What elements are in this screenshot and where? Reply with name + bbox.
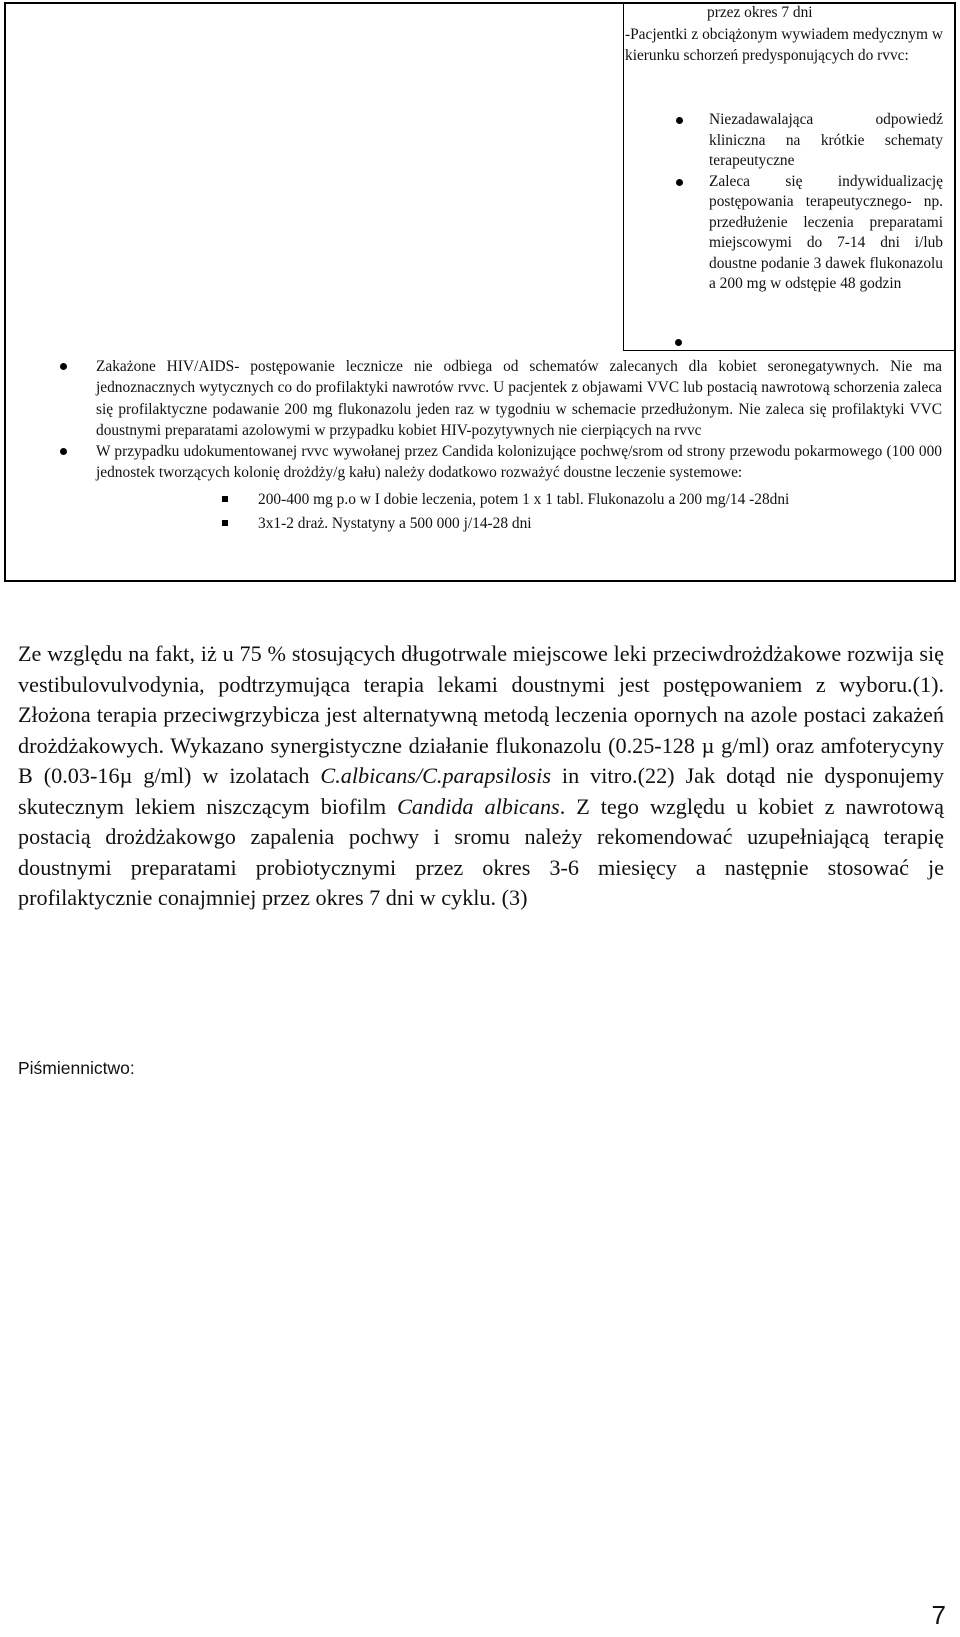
paragraph-text: in vitro.(22) Jak dotąd nie dysponujemy skutecznym lekiem niszczącym biofilm [18, 763, 944, 819]
body-paragraph [18, 639, 944, 914]
bullet-icon [60, 448, 67, 455]
full-width-cell [18, 356, 942, 536]
species-name: Candida albicans [397, 793, 560, 819]
bullet-icon [60, 363, 67, 370]
right-cell-bullets [625, 110, 943, 295]
page-number: 7 [931, 1600, 946, 1630]
full-bullet-item [18, 356, 942, 441]
right-bullet-item [625, 172, 943, 295]
bullet-icon [676, 117, 683, 124]
full-bullet-item [18, 441, 942, 484]
paragraph-text: . Z tego względu u kobiet z nawrotową postacią drożdżakowgo zapalenia pochwy i sromu należy rekomendować uzupełniającą terapię doustnymi preparatami probiotycznymi przez okres 3-6 miesięcy a następnie stosować je profilaktycznie conajmniej przez okres 7 dni w cyklu. (3) [18, 793, 944, 910]
full-bullet-text: W przypadku udokumentowanej rvvc wywołanej przez Candida kolonizujące pochwę/srom od strony przewodu pokarmowego (100 000 jednostek tworzących kolonię drożdży/g kału) należy dodatkowo rozważyć doustne leczenie systemowe: [96, 443, 942, 482]
dosage-item [18, 512, 942, 536]
dosage-text: 200-400 mg p.o w I dobie leczenia, potem 1 x 1 tabl. Flukonazolu a 200 mg/14 -28dni [258, 490, 790, 508]
species-name: C.albicans/C.parapsilosis [320, 763, 551, 788]
dosage-text: 3x1-2 draż. Nystatyny a 500 000 j/14-28 dni [258, 514, 532, 532]
square-bullet-icon [222, 520, 228, 526]
references-heading: Piśmiennictwo: [18, 1058, 135, 1078]
right-cell-intro [625, 2, 943, 67]
right-bullet-text: Niezadawalająca odpowiedź kliniczna na krótkie schematy terapeutyczne [709, 111, 943, 169]
row-divider [623, 350, 954, 351]
right-bullet-item [625, 110, 943, 172]
intro-line-2: -Pacjentki z obciążonym wywiadem medycznym w kierunku schorzeń predysponujących do rvvc: [625, 25, 943, 64]
right-bullet-text: Zaleca się indywidualizację postępowania terapeutycznego- np. przedłużenie leczenia preparatami miejscowymi do 7-14 dni i/lub doustne podanie 3 dawek flukonazolu a 200 mg w odstępie 48 godzin [709, 172, 943, 292]
square-bullet-icon [222, 496, 228, 502]
paragraph-text: Ze względu na fakt, iż u 75 % stosujących długotrwale miejscowe leki przeciwdrożdżakowe rozwija się vestibulovulvodynia, podtrzymująca terapia lekami doustnymi jest postępowaniem z wyboru.(1). Złożona terapia przeciwgrzybicza jest alternatywną metodą leczenia opornych na azole postaci zakażeń drożdżakowych. Wykazano synergistyczne działanie flukonazolu (0.25-128 µ g/ml) oraz amfoterycyny B (0.03-16µ g/ml) w izolatach [18, 641, 944, 788]
bullet-icon [675, 339, 682, 346]
dosage-item [18, 488, 942, 512]
column-divider [623, 4, 624, 350]
bullet-icon [676, 179, 683, 186]
intro-line-1: przez okres 7 dni [707, 4, 813, 21]
full-bullet-text: Zakażone HIV/AIDS- postępowanie lecznicze nie odbiega od schematów zalecanych dla kobiet seronegatywnych. Nie ma jednoznacznych wytycznych co do profilaktyki nawrotów rvvc. U pacjentek z objawami VVC lub postacią nawrotową schorzenia zaleca się profilaktyczne podawanie 200 mg flukonazolu jeden raz w tygodniu w schemacie przedłużonym. Nie zaleca się profilaktyki VVC doustnymi preparatami azolowymi w przypadku kobiet HIV-pozytywnych nie cierpiących na rvvc [96, 358, 942, 439]
dosage-list [18, 488, 942, 536]
